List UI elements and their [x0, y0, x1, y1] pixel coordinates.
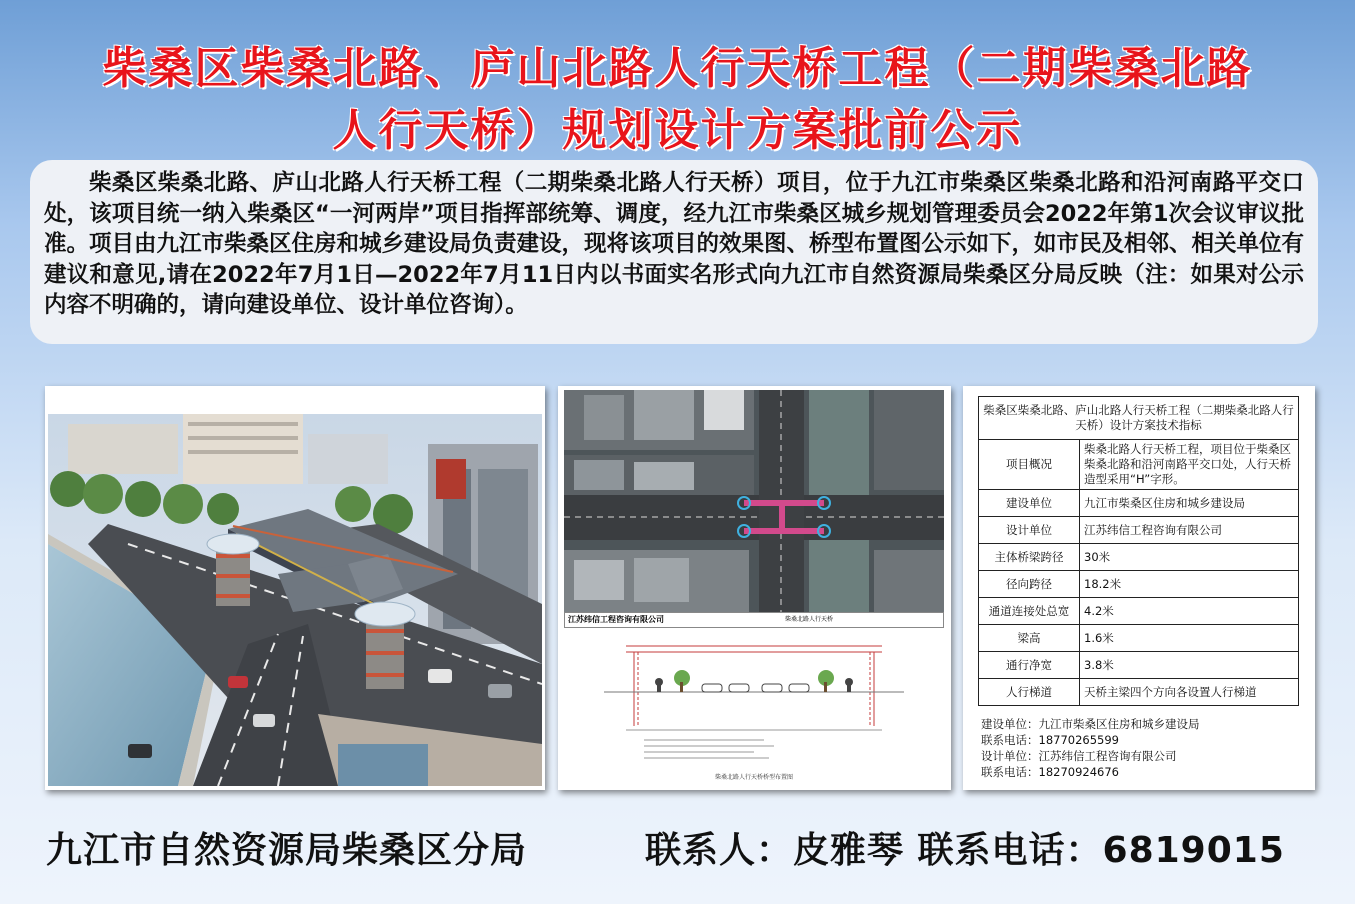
spec-value: 3.8米	[1080, 652, 1299, 679]
rendering-panel	[45, 386, 545, 790]
spec-value: 1.6米	[1080, 625, 1299, 652]
intro-paragraph: 柴桑区柴桑北路、庐山北路人行天桥工程（二期柴桑北路人行天桥）项目，位于九江市柴桑区柴桑北路和沿河南路平交口处，该项目统一纳入柴桑区“一河两岸”项目指挥部统筹、调度，经九江市柴桑区城乡规划管理委员会2022年第1次会议审议批准。项目由九江市柴桑区住房和城乡建设局负责建设，现将该项目的效果图、桥型布置图公示如下，如市民及相邻、相关单位有建议和意见,请在2022年7月1日—2022年7月11日内以书面实名形式向九江市自然资源局柴桑区分局反映（注：如果对公示内容不明确的，请向建设单位、设计单位咨询）。	[30, 160, 1318, 344]
builder-phone-line: 联系电话：18770265599	[981, 733, 1119, 747]
spec-key: 径向跨径	[979, 571, 1080, 598]
spec-key: 梁高	[979, 625, 1080, 652]
spec-table	[978, 396, 1299, 706]
spec-key: 通道连接处总宽	[979, 598, 1080, 625]
notice-title-line1: 柴桑区柴桑北路、庐山北路人行天桥工程（二期柴桑北路	[102, 43, 1253, 94]
designer-line: 设计单位：江苏纬信工程咨询有限公司	[981, 749, 1177, 763]
drawing-caption: 柴桑北路人行天桥桥型布置图	[714, 774, 793, 781]
spec-panel	[963, 386, 1315, 790]
drawing-sheet-label: 柴桑北路人行天桥	[785, 616, 834, 623]
drawing-company-label: 江苏纬信工程咨询有限公司	[568, 615, 664, 624]
spec-value: 九江市柴桑区住房和城乡建设局	[1080, 490, 1299, 517]
spec-value: 4.2米	[1080, 598, 1299, 625]
spec-value: 天桥主梁四个方向各设置人行梯道	[1080, 679, 1299, 706]
notice-title-line2: 人行天桥）规划设计方案批前公示	[332, 105, 1023, 156]
builder-line: 建设单位：九江市柴桑区住房和城乡建设局	[981, 717, 1200, 731]
aerial-plan-image	[564, 390, 944, 612]
spec-key: 设计单位	[979, 517, 1080, 544]
contact-block	[981, 716, 1200, 780]
spec-value: 30米	[1080, 544, 1299, 571]
footer-agency: 九江市自然资源局柴桑区分局	[46, 830, 528, 871]
footer-contact: 联系人：皮雅琴 联系电话：6819015	[645, 830, 1285, 871]
spec-key: 建设单位	[979, 490, 1080, 517]
section-elevation-drawing	[564, 636, 944, 786]
spec-value: 18.2米	[1080, 571, 1299, 598]
spec-key: 项目概况	[979, 440, 1080, 490]
spec-key: 通行净宽	[979, 652, 1080, 679]
drawing-panel	[558, 386, 951, 790]
spec-value: 柴桑北路人行天桥工程，项目位于柴桑区柴桑北路和沿河南路平交口处，人行天桥造型采用“H”字形。	[1080, 440, 1299, 490]
spec-key: 主体桥梁跨径	[979, 544, 1080, 571]
bridge-rendering-image	[48, 414, 542, 786]
drawing-title-block	[564, 612, 944, 628]
spec-key: 人行梯道	[979, 679, 1080, 706]
designer-phone-line: 联系电话：18270924676	[981, 765, 1119, 779]
spec-table-header: 柴桑区柴桑北路、庐山北路人行天桥工程（二期柴桑北路人行天桥）设计方案技术指标	[979, 397, 1299, 440]
spec-value: 江苏纬信工程咨询有限公司	[1080, 517, 1299, 544]
